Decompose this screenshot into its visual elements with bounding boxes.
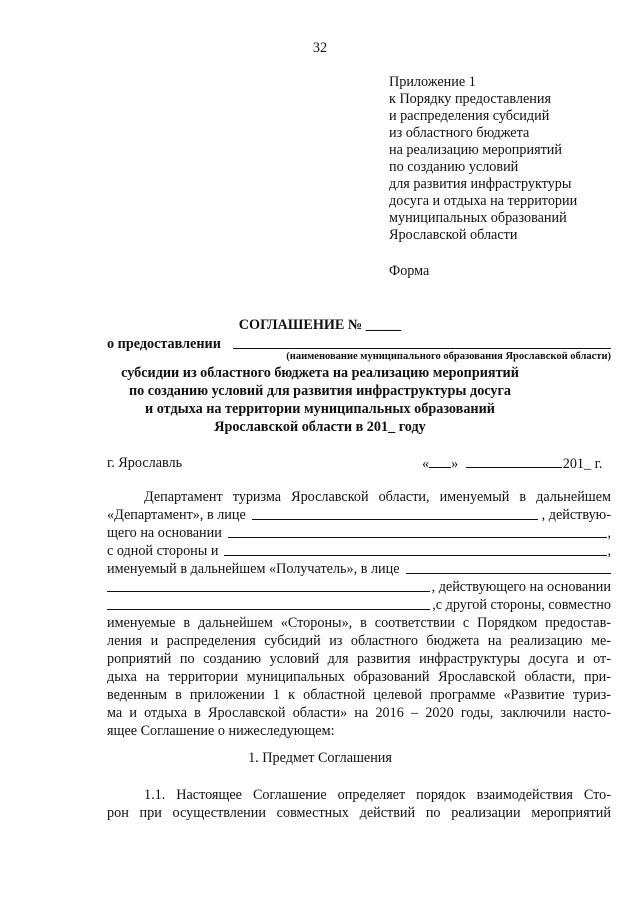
- section-heading: 1. Предмет Соглашения: [248, 750, 392, 766]
- subtitle-line: субсидии из областного бюджета на реализацию мероприятий: [121, 365, 519, 381]
- preamble-line: веденным в приложении 1 к областной целевой программе «Развитие туриз-: [107, 687, 611, 703]
- preamble-line: именуемые в дальнейшем «Стороны», в соответствии с Порядком предостав-: [107, 615, 611, 631]
- preamble-line: щего на основании ,: [107, 525, 611, 541]
- subtitle-line: Ярославской области в 201_ году: [214, 419, 426, 435]
- subtitle-line: и отдыха на территории муниципальных образований: [145, 401, 495, 417]
- appendix-line: муниципальных образований: [389, 210, 567, 226]
- page-number: 32: [312, 40, 328, 56]
- year-text: 201_ г.: [562, 456, 603, 472]
- preamble-line: с одной стороны и ,: [107, 543, 611, 559]
- preamble-line: роприятий по созданию условий для развития инфраструктуры досуга и от-: [107, 651, 611, 667]
- city: г. Ярославль: [107, 455, 183, 471]
- recipient-basis-blank: [107, 597, 430, 610]
- subtitle-line: по созданию условий для развития инфраструктуры досуга: [128, 383, 512, 399]
- appendix-line: для развития инфраструктуры: [389, 176, 572, 192]
- preamble-line: ящее Соглашение о нижеследующем:: [107, 723, 335, 739]
- appendix-line: досуга и отдыха на территории: [389, 193, 578, 209]
- paragraph-line: 1.1. Настоящее Соглашение определяет порядок взаимодействия Сто-: [144, 787, 611, 803]
- preamble-line: «Департамент», в лице , действую-: [107, 507, 611, 523]
- preamble-line: ления и распределения субсидий из областного бюджета на реализацию ме-: [107, 633, 611, 649]
- appendix-line: Приложение 1: [389, 74, 476, 90]
- basis-blank: [228, 525, 608, 538]
- party-blank: [224, 543, 607, 556]
- appendix-line: и распределения субсидий: [389, 108, 550, 124]
- recipient-representative-blank: [406, 561, 611, 574]
- preamble-line: ма и отдыха в Ярославской области» на 2016 – 2020 годы, заключили насто-: [107, 705, 611, 721]
- provision-prefix: о предоставлении: [107, 336, 221, 352]
- preamble-line: ,с другой стороны, совместно: [107, 597, 611, 613]
- municipality-hint: (наименование муниципального образования Ярославской области): [286, 351, 611, 362]
- appendix-line: Ярославской области: [389, 227, 518, 243]
- representative-blank: [252, 507, 538, 520]
- appendix-line: по созданию условий: [389, 159, 519, 175]
- recipient-representative-blank-2: [107, 579, 430, 592]
- preamble-line: Департамент туризма Ярославской области, именуемый в дальнейшем: [144, 489, 611, 505]
- preamble-line: дыха на территории муниципальных образований Ярославской области, при-: [107, 669, 611, 685]
- agreement-title: СОГЛАШЕНИЕ № _____: [238, 317, 402, 333]
- appendix-line: на реализацию мероприятий: [389, 142, 562, 158]
- appendix-line: к Порядку предоставления: [389, 91, 551, 107]
- form-label: Форма: [389, 263, 430, 279]
- preamble-line: именуемый в дальнейшем «Получатель», в лице: [107, 561, 611, 577]
- date-open-quote: «: [422, 456, 430, 472]
- date-field: [422, 455, 611, 472]
- preamble-line: , действующего на основании: [107, 579, 611, 595]
- date-close-quote: »: [451, 456, 459, 472]
- paragraph-line: рон при осуществлении совместных действий по реализации мероприятий: [107, 805, 611, 821]
- month-blank: [466, 455, 562, 468]
- day-blank: [429, 455, 451, 468]
- municipality-name-line: [233, 348, 611, 349]
- appendix-line: из областного бюджета: [389, 125, 530, 141]
